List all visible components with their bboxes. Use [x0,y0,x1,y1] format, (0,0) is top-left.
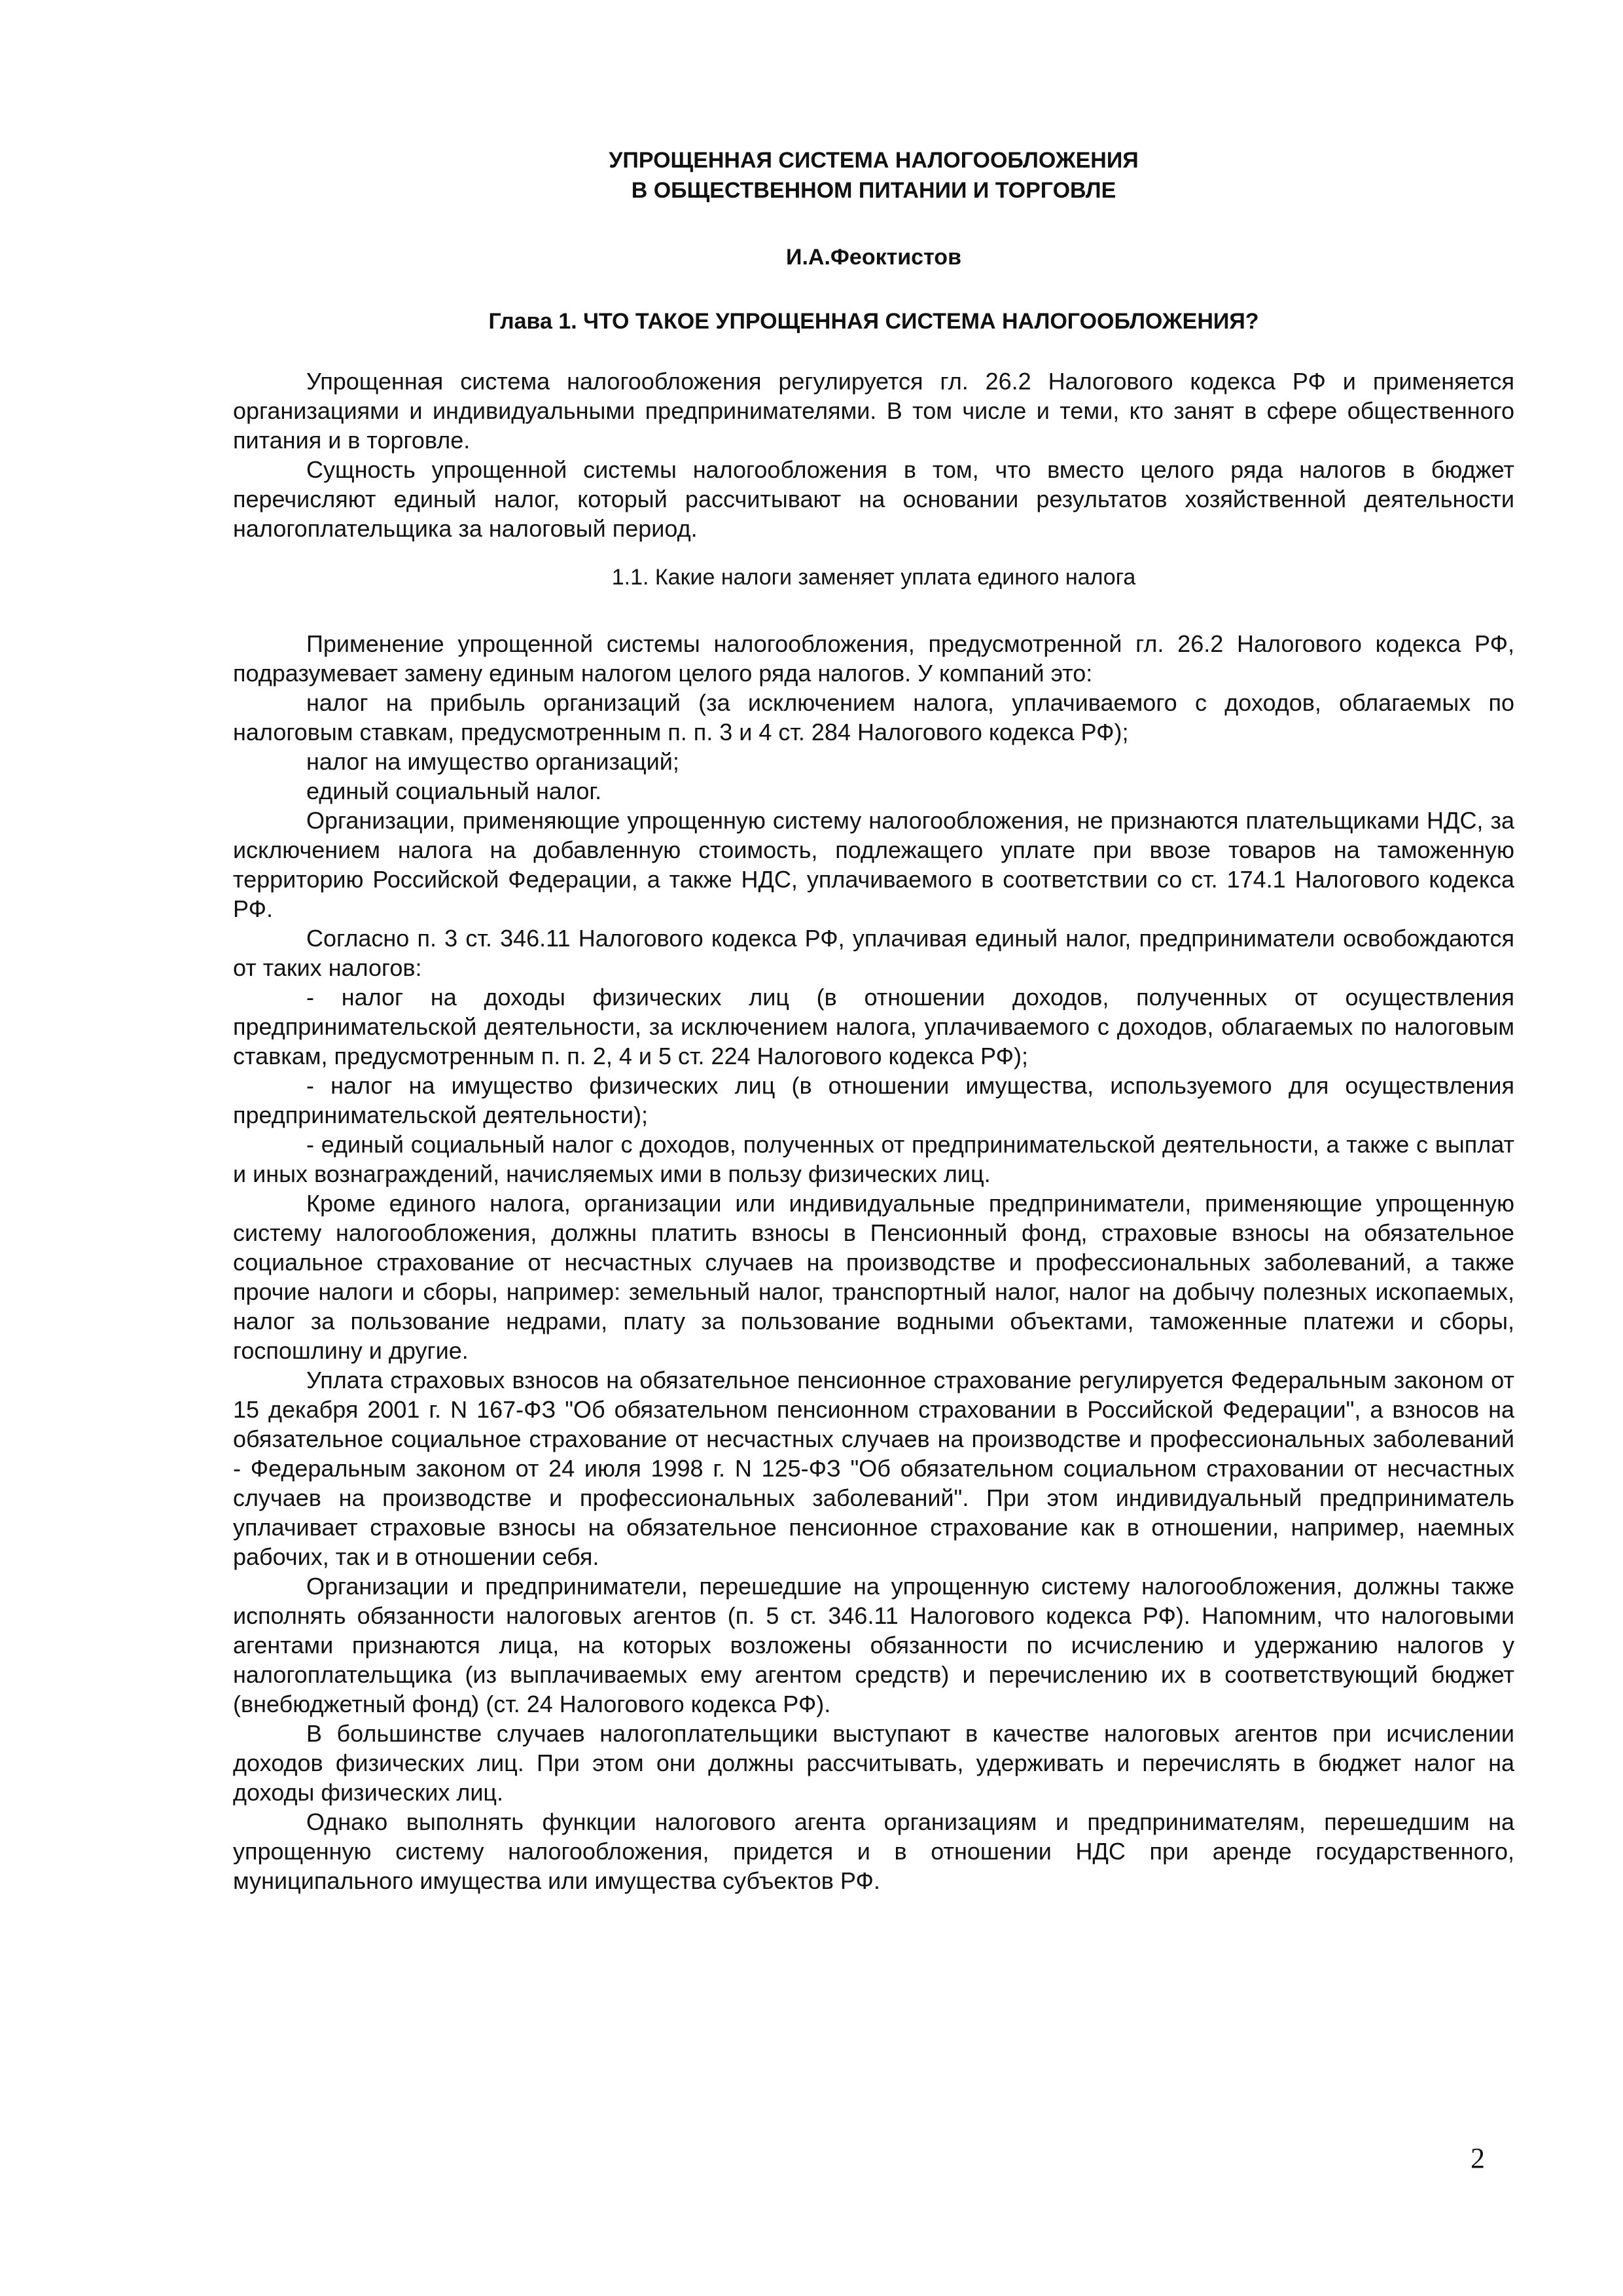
list-item: единый социальный налог. [306,778,602,804]
paragraph: В большинстве случаев налогоплательщики выступают в качестве налоговых агентов при исчислении доходов физических лиц. При этом они должны рассчитывать, удерживать и перечислять в бюджет налог на доходы физических лиц. [233,1720,1514,1806]
text-column [233,145,1514,1895]
paragraph: Сущность упрощенной системы налогообложения в том, что вместо целого ряда налогов в бюджет перечисляют единый налог, который рассчитывают на основании результатов хозяйственной деятельности налогоплательщика за налоговый период. [233,456,1514,542]
list-item: - налог на имущество физических лиц (в отношении имущества, используемого для осуществления предпринимательской деятельности); [233,1072,1514,1128]
page-number: 2 [1471,2142,1485,2174]
list-item: - налог на доходы физических лиц (в отношении доходов, полученных от осуществления предпринимательской деятельности, за исключением налога, уплачиваемого с доходов, облагаемых по налоговым ставкам, предусмотренным п. п. 2, 4 и 5 ст. 224 Налогового кодекса РФ); [233,984,1514,1069]
paragraph: Согласно п. 3 ст. 346.11 Налогового кодекса РФ, уплачивая единый налог, предприниматели освобождаются от таких налогов: [233,925,1514,981]
paragraph: Применение упрощенной системы налогообложения, предусмотренной гл. 26.2 Налогового кодекса РФ, подразумевает замену единым налогом целого ряда налогов. У компаний это: [233,630,1514,687]
title-line-1: УПРОЩЕННАЯ СИСТЕМА НАЛОГООБЛОЖЕНИЯ [609,148,1139,173]
chapter-heading: Глава 1. ЧТО ТАКОЕ УПРОЩЕННАЯ СИСТЕМА НАЛОГООБЛОЖЕНИЯ? [488,309,1259,334]
list-item: налог на прибыль организаций (за исключением налога, уплачиваемого с доходов, облагаемых по налоговым ставкам, предусмотренным п. п. 3 и 4 ст. 284 Налогового кодекса РФ); [233,689,1514,745]
list-item: - единый социальный налог с доходов, полученных от предпринимательской деятельности, а также с выплат и иных вознаграждений, начисляемых ими в пользу физических лиц. [233,1131,1514,1187]
author-name: И.А.Феоктистов [786,245,961,270]
document-title [233,145,1514,206]
list-item: налог на имущество организаций; [306,748,679,775]
section-heading: 1.1. Какие налоги заменяет уплата единого налога [611,565,1136,590]
title-line-2: В ОБЩЕСТВЕННОМ ПИТАНИИ И ТОРГОВЛЕ [631,178,1116,203]
paragraph: Организации и предприниматели, перешедшие на упрощенную систему налогообложения, должны также исполнять обязанности налоговых агентов (п. 5 ст. 346.11 Налогового кодекса РФ). Напомним, что налоговыми агентами признаются лица, на которых возложены обязанности по исчислению и удержанию налогов у налогоплательщика (из выплачиваемых ему агентом средств) и перечислению их в соответствующий бюджет (внебюджетный фонд) (ст. 24 Налогового кодекса РФ). [233,1573,1514,1717]
paragraph: Кроме единого налога, организации или индивидуальные предприниматели, применяющие упрощенную систему налогообложения, должны платить взносы в Пенсионный фонд, страховые взносы на обязательное социальное страхование от несчастных случаев на производстве и профессиональных заболеваний, а также прочие налоги и сборы, например: земельный налог, транспортный налог, налог на добычу полезных ископаемых, налог за пользование недрами, плату за пользование водными объектами, таможенные платежи и сборы, госпошлину и другие. [233,1190,1514,1364]
paragraph: Однако выполнять функции налогового агента организациям и предпринимателям, перешедшим на упрощенную систему налогообложения, придется и в отношении НДС при аренде государственного, муниципального имущества или имущества субъектов РФ. [233,1808,1514,1894]
paragraph: Организации, применяющие упрощенную систему налогообложения, не признаются плательщиками НДС, за исключением налога на добавленную стоимость, подлежащего уплате при ввозе товаров на таможенную территорию Российской Федерации, а также НДС, уплачиваемого в соответствии со ст. 174.1 Налогового кодекса РФ. [233,807,1514,922]
paragraph: Уплата страховых взносов на обязательное пенсионное страхование регулируется Федеральным законом от 15 декабря 2001 г. N 167-ФЗ "Об обязательном пенсионном страховании в Российской Федерации", а взносов на обязательное социальное страхование от несчастных случаев на производстве и профессиональных заболеваний - Федеральным законом от 24 июля 1998 г. N 125-ФЗ "Об обязательном социальном страховании от несчастных случаев на производстве и профессиональных заболеваний". При этом индивидуальный предприниматель уплачивает страховые взносы на обязательное пенсионное страхование как в отношении, например, наемных рабочих, так и в отношении себя. [233,1367,1514,1570]
paragraph: Упрощенная система налогообложения регулируется гл. 26.2 Налогового кодекса РФ и применяется организациями и индивидуальными предпринимателями. В том числе и теми, кто занят в сфере общественного питания и в торговле. [233,368,1514,454]
